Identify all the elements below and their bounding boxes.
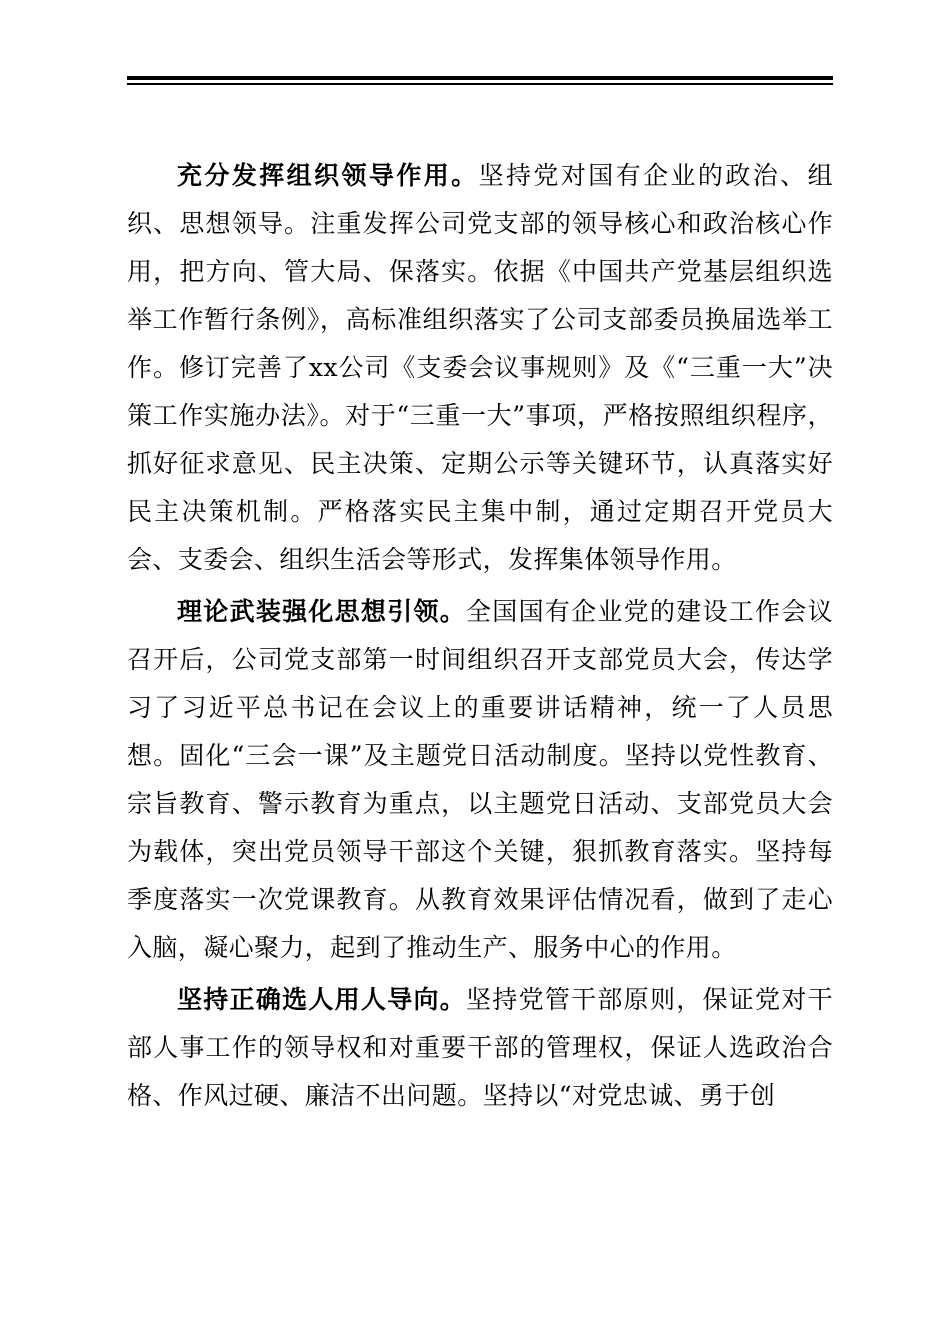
paragraph-personnel-selection — [127, 976, 833, 1120]
paragraph-organizational-leadership — [127, 152, 833, 584]
header-double-rule — [127, 76, 833, 86]
document-body — [127, 152, 833, 1124]
paragraph-text: 坚持党管干部原则，保证党对干部人事工作的领导权和对重要干部的管理权，保证人选政治合格、作风过硬、廉洁不出问题。坚持以“对党忠诚、勇于创 — [127, 985, 833, 1110]
paragraph-heading: 坚持正确选人用人导向。 — [177, 985, 467, 1014]
header-rule-thin-line — [127, 83, 833, 85]
paragraph-theoretical-guidance — [127, 588, 833, 972]
paragraph-heading: 充分发挥组织领导作用。 — [177, 161, 479, 190]
paragraph-text: 坚持党对国有企业的政治、组织、思想领导。注重发挥公司党支部的领导核心和政治核心作用，把方向、管大局、保落实。依据《中国共产党基层组织选举工作暂行条例》，高标准组织落实了公司支部委员换届选举工作。修订完善了xx公司《支委会议事规则》及《“三重一大”决策工作实施办法》。对于“三重一大”事项，严格按照组织程序，抓好征求意见、民主决策、定期公示等关键环节，认真落实好民主决策机制。严格落实民主集中制，通过定期召开党员大会、支委会、组织生活会等形式，发挥集体领导作用。 — [127, 161, 833, 574]
paragraph-text: 全国国有企业党的建设工作会议召开后，公司党支部第一时间组织召开支部党员大会，传达学习了习近平总书记在会议上的重要讲话精神，统一了人员思想。固化“三会一课”及主题党日活动制度。坚持以党性教育、宗旨教育、警示教育为重点，以主题党日活动、支部党员大会为载体，突出党员领导干部这个关键，狠抓教育落实。坚持每季度落实一次党课教育。从教育效果评估情况看，做到了走心入脑，凝心聚力，起到了推动生产、服务中心的作用。 — [127, 597, 833, 962]
header-rule-thick-line — [127, 76, 833, 80]
paragraph-heading: 理论武装强化思想引领。 — [177, 597, 467, 626]
